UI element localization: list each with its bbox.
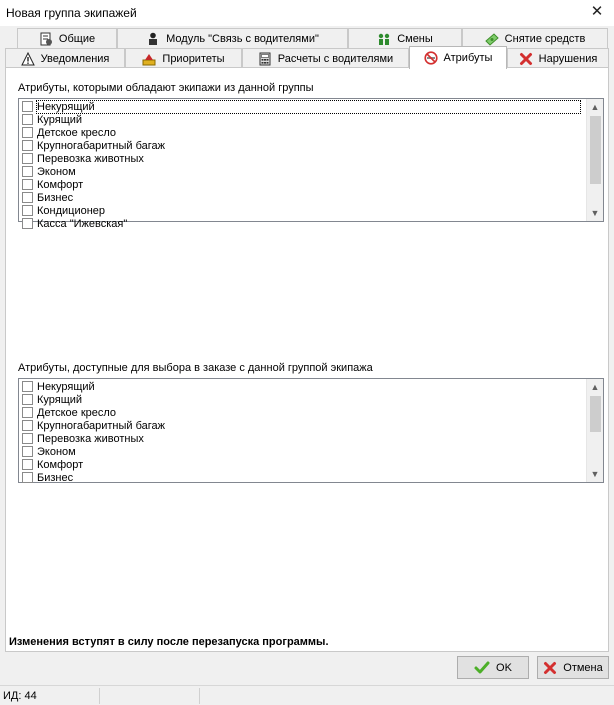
- checkbox[interactable]: [22, 394, 33, 405]
- tab-notifications[interactable]: [5, 48, 125, 68]
- list-item[interactable]: Перевозка животных: [19, 432, 586, 445]
- tab-label: Смены: [397, 32, 433, 45]
- tab-row-top: [0, 28, 614, 48]
- scroll-down-icon[interactable]: ▼: [590, 208, 600, 218]
- scroll-thumb[interactable]: [590, 396, 601, 432]
- list-item[interactable]: Кондиционер: [19, 204, 586, 217]
- document-gear-icon: [39, 32, 53, 46]
- tab-withdrawal[interactable]: [462, 28, 608, 48]
- status-bar: [0, 685, 614, 705]
- tab-label: Уведомления: [40, 52, 110, 65]
- list-item[interactable]: Курящий: [19, 393, 586, 406]
- list-item[interactable]: Крупногабаритный багаж: [19, 139, 586, 152]
- list-items: [19, 99, 586, 230]
- vertical-scrollbar[interactable]: [586, 379, 603, 482]
- tab-priorities[interactable]: [125, 48, 242, 68]
- checkbox[interactable]: [22, 433, 33, 444]
- red-x-icon: [519, 52, 533, 66]
- checkbox[interactable]: [22, 459, 33, 470]
- crew-attributes-label: Атрибуты, которыми обладают экипажи из данной группы: [18, 82, 314, 94]
- checkbox[interactable]: [22, 472, 33, 483]
- checkbox[interactable]: [22, 179, 33, 190]
- checkbox[interactable]: [22, 407, 33, 418]
- list-item[interactable]: Эконом: [19, 165, 586, 178]
- tab-label: Расчеты с водителями: [277, 52, 394, 65]
- tab-shifts[interactable]: [348, 28, 462, 48]
- list-item[interactable]: Перевозка животных: [19, 152, 586, 165]
- status-id: ИД: 44: [0, 688, 100, 704]
- list-item[interactable]: Курящий: [19, 113, 586, 126]
- checkbox[interactable]: [22, 114, 33, 125]
- cancel-button[interactable]: [537, 656, 609, 679]
- order-attributes-list[interactable]: [18, 378, 604, 483]
- tab-driver-link-module[interactable]: [117, 28, 348, 48]
- ok-button-label: OK: [496, 661, 512, 674]
- calculator-icon: [258, 52, 272, 66]
- list-item[interactable]: Комфорт: [19, 178, 586, 191]
- list-item[interactable]: Детское кресло: [19, 406, 586, 419]
- scroll-up-icon[interactable]: ▲: [590, 382, 600, 392]
- tab-label: Атрибуты: [443, 52, 493, 64]
- tab-label: Нарушения: [538, 52, 598, 65]
- checkbox[interactable]: [22, 381, 33, 392]
- checkbox[interactable]: [22, 205, 33, 216]
- checkbox[interactable]: [22, 140, 33, 151]
- checkbox[interactable]: [22, 127, 33, 138]
- list-item[interactable]: Комфорт: [19, 458, 586, 471]
- cancel-button-label: Отмена: [563, 661, 603, 674]
- checkbox[interactable]: [22, 446, 33, 457]
- list-item[interactable]: Эконом: [19, 445, 586, 458]
- checkmark-icon: [474, 661, 490, 675]
- checkbox[interactable]: [22, 192, 33, 203]
- list-item[interactable]: Бизнес: [19, 191, 586, 204]
- list-item[interactable]: Крупногабаритный багаж: [19, 419, 586, 432]
- restart-notice: Изменения вступят в силу после перезапуска программы.: [9, 636, 329, 648]
- tab-violations[interactable]: [507, 48, 609, 68]
- checkbox[interactable]: [22, 420, 33, 431]
- money-icon: [485, 32, 499, 46]
- tab-label: Модуль "Связь с водителями": [166, 32, 319, 45]
- list-item[interactable]: Детское кресло: [19, 126, 586, 139]
- scroll-up-icon[interactable]: ▲: [590, 102, 600, 112]
- title-bar: [0, 0, 614, 26]
- tab-label: Общие: [58, 32, 96, 45]
- list-item[interactable]: Некурящий: [19, 380, 586, 393]
- warning-icon: [21, 52, 35, 66]
- close-icon[interactable]: ✕: [590, 3, 604, 20]
- people-icon: [377, 32, 391, 46]
- priority-icon: [142, 52, 156, 66]
- scroll-down-icon[interactable]: ▼: [590, 469, 600, 479]
- attributes-panel: [5, 67, 609, 652]
- crew-attributes-list[interactable]: [18, 98, 604, 230]
- list-items: [19, 379, 586, 482]
- tab-label: Снятие средств: [504, 32, 586, 45]
- red-x-icon: [543, 661, 557, 675]
- tab-general[interactable]: [17, 28, 117, 48]
- list-item[interactable]: Касса "Ижевская": [19, 217, 586, 230]
- ok-button[interactable]: [457, 656, 529, 679]
- window-title: Новая группа экипажей: [6, 6, 137, 20]
- checkbox[interactable]: [22, 166, 33, 177]
- scroll-thumb[interactable]: [590, 116, 601, 184]
- no-smoking-icon: [424, 51, 438, 65]
- tab-row-bottom: [0, 48, 614, 68]
- dialog-client: [0, 26, 614, 685]
- checkbox[interactable]: [22, 101, 33, 112]
- list-item[interactable]: Некурящий: [19, 100, 586, 113]
- tab-label: Приоритеты: [162, 52, 225, 65]
- order-attributes-label: Атрибуты, доступные для выбора в заказе с данной группой экипажа: [18, 362, 373, 374]
- vertical-scrollbar[interactable]: [586, 99, 603, 221]
- driver-icon: [146, 32, 160, 46]
- status-cell: [100, 688, 200, 704]
- tab-driver-payments[interactable]: [242, 48, 409, 68]
- checkbox[interactable]: [22, 153, 33, 164]
- tab-attributes[interactable]: [409, 46, 507, 69]
- list-item[interactable]: Бизнес: [19, 471, 586, 484]
- checkbox[interactable]: [22, 218, 33, 229]
